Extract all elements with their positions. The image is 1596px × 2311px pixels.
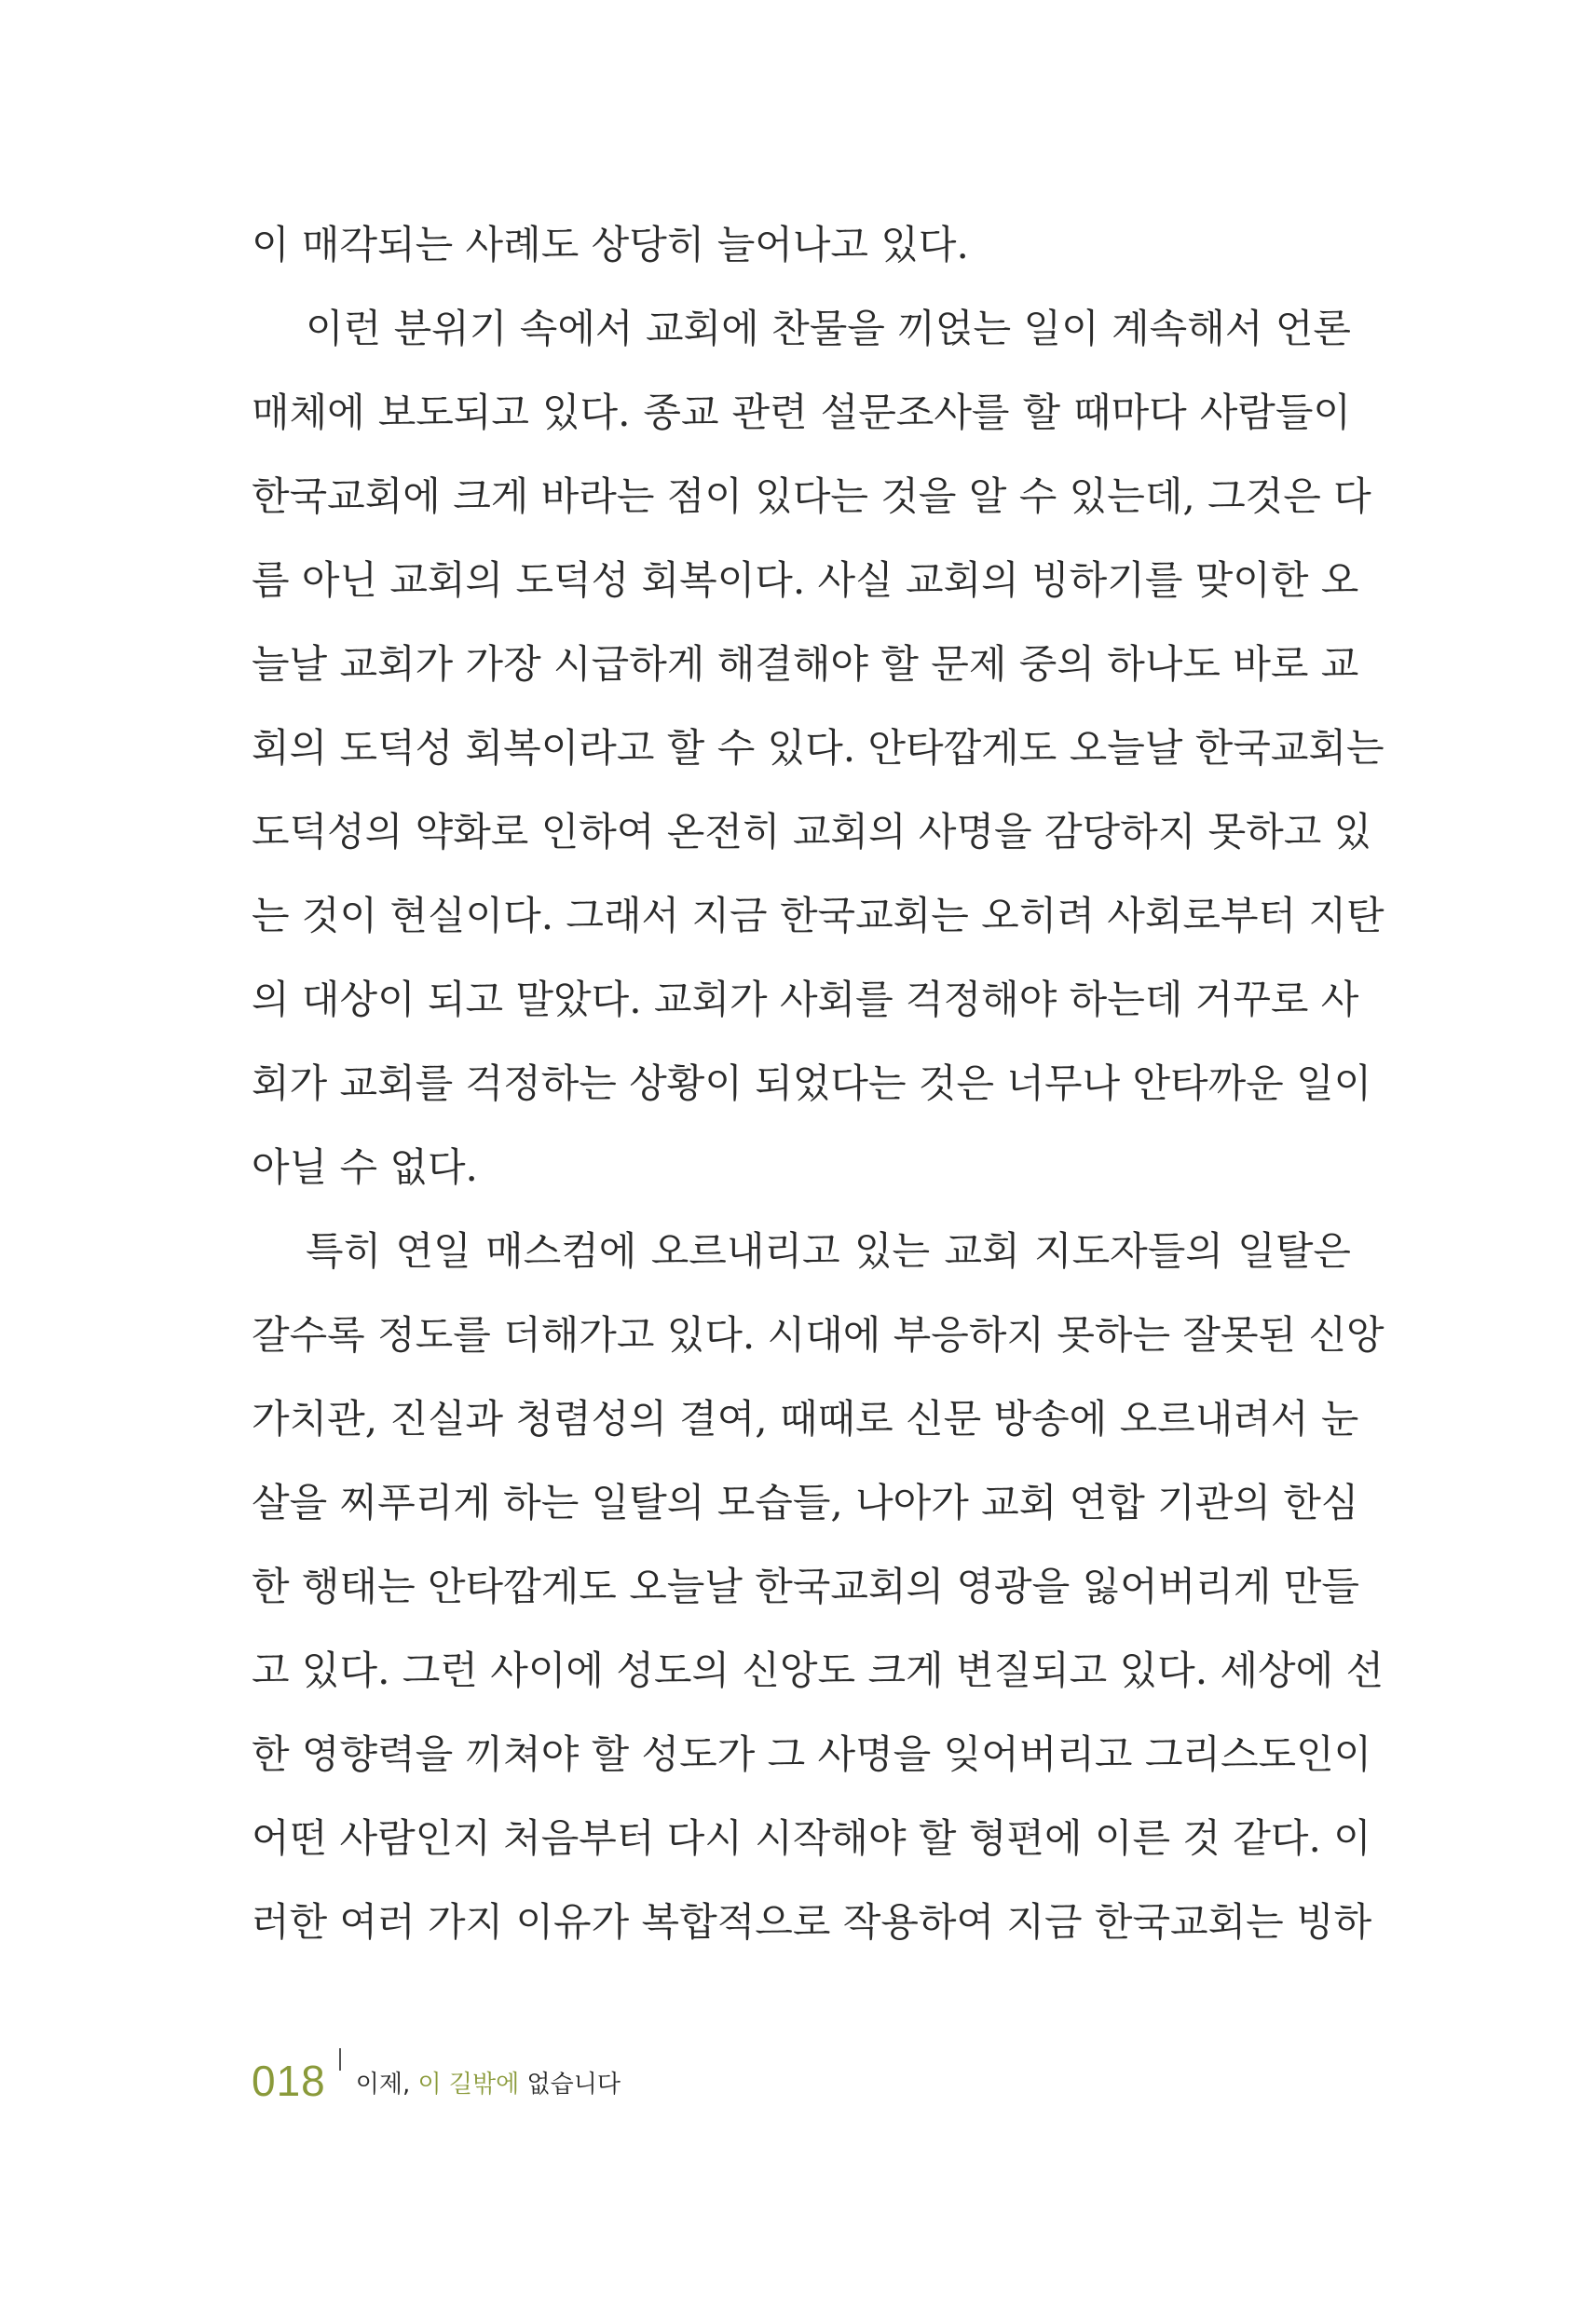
text-line: 이런 분위기 속에서 교회에 찬물을 끼얹는 일이 계속해서 언론 — [306, 306, 1351, 351]
text-line: 는 것이 현실이다. 그래서 지금 한국교회는 오히려 사회로부터 지탄 — [252, 893, 1385, 938]
text-line: 어떤 사람인지 처음부터 다시 시작해야 할 형편에 이른 것 같다. 이 — [252, 1815, 1371, 1861]
text-line: 갈수록 정도를 더해가고 있다. 시대에 부응하지 못하는 잘못된 신앙 — [252, 1312, 1385, 1358]
text-line: 살을 찌푸리게 하는 일탈의 모습들, 나아가 교회 연합 기관의 한심 — [252, 1480, 1359, 1525]
text-line: 러한 여러 가지 이유가 복합적으로 작용하여 지금 한국교회는 빙하 — [252, 1899, 1372, 1945]
text-line: 매체에 보도되고 있다. 종교 관련 설문조사를 할 때마다 사람들이 — [252, 390, 1351, 435]
text-line: 의 대상이 되고 말았다. 교회가 사회를 걱정해야 하는데 거꾸로 사 — [252, 977, 1359, 1022]
text-line: 한 행태는 안타깝게도 오늘날 한국교회의 영광을 잃어버리게 만들 — [252, 1564, 1359, 1609]
text-line: 름 아닌 교회의 도덕성 회복이다. 사실 교회의 빙하기를 맞이한 오 — [252, 557, 1359, 603]
running-title-prefix: 이제, — [355, 2071, 418, 2099]
text-line: 한국교회에 크게 바라는 점이 있다는 것을 알 수 있는데, 그것은 다 — [252, 473, 1371, 519]
text-line: 회가 교회를 걱정하는 상황이 되었다는 것은 너무나 안타까운 일이 — [252, 1060, 1372, 1106]
running-title-accent: 이 길밖에 — [417, 2071, 520, 2099]
text-line: 특히 연일 매스컴에 오르내리고 있는 교회 지도자들의 일탈은 — [306, 1228, 1351, 1274]
text-line: 도덕성의 약화로 인하여 온전히 교회의 사명을 감당하지 못하고 있 — [252, 809, 1372, 855]
page-number: 018 — [252, 2057, 326, 2105]
text-line: 회의 도덕성 회복이라고 할 수 있다. 안타깝게도 오늘날 한국교회는 — [252, 725, 1385, 771]
text-line: 아닐 수 없다. — [252, 1144, 478, 1190]
text-line: 이 매각되는 사례도 상당히 늘어나고 있다. — [252, 222, 969, 267]
text-line: 고 있다. 그런 사이에 성도의 신앙도 크게 변질되고 있다. 세상에 선 — [252, 1648, 1385, 1693]
page-footer — [252, 2046, 621, 2105]
text-line: 가치관, 진실과 청렴성의 결여, 때때로 신문 방송에 오르내려서 눈 — [252, 1396, 1359, 1442]
body-text — [252, 203, 1385, 1964]
running-title — [356, 2072, 621, 2102]
running-title-suffix: 없습니다 — [519, 2071, 621, 2099]
text-line: 한 영향력을 끼쳐야 할 성도가 그 사명을 잊어버리고 그리스도인이 — [252, 1731, 1372, 1777]
footer-divider — [339, 2048, 341, 2071]
text-line: 늘날 교회가 가장 시급하게 해결해야 할 문제 중의 하나도 바로 교 — [252, 641, 1359, 687]
